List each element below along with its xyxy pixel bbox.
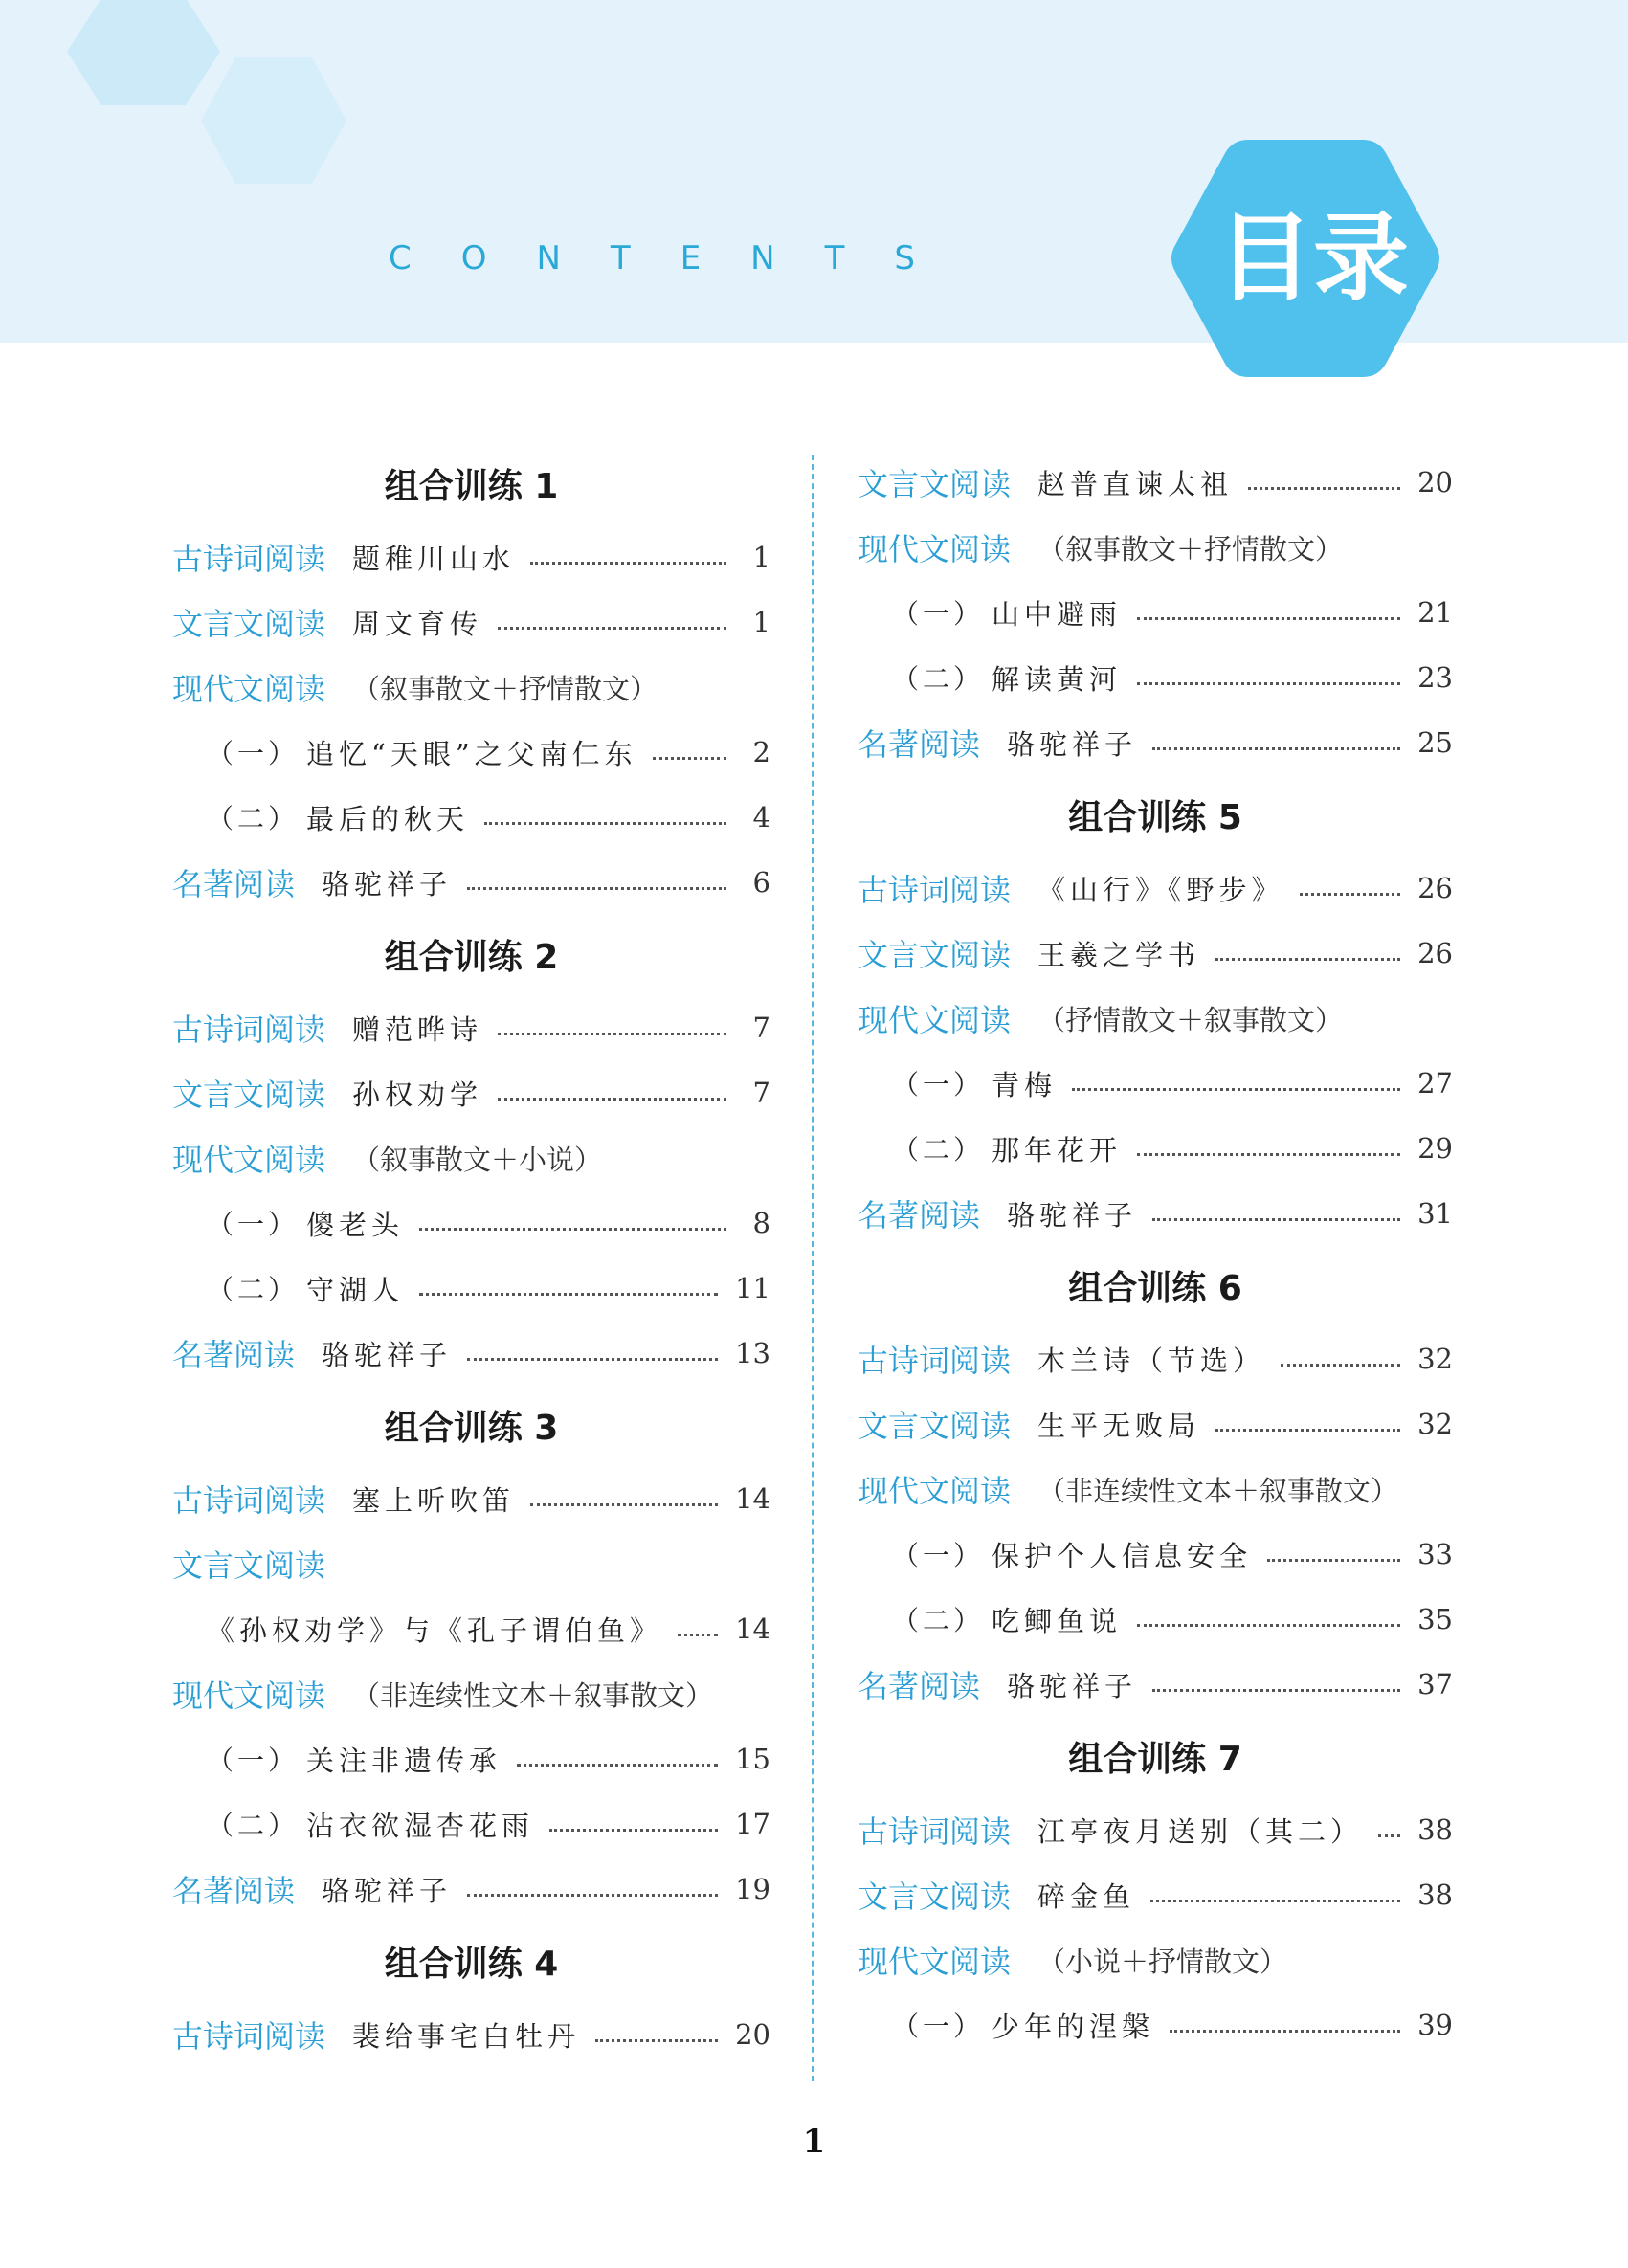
page-ref: 2 [752,736,770,768]
entry-title: 傻老头 [306,1208,405,1241]
category-label: 现代文阅读 [858,1473,1012,1509]
entry-number: （一） [892,1540,985,1571]
hexagon-decoration [197,54,350,188]
toc-entry[interactable] [858,1181,1453,1246]
entry-title: 《山行》《野步》 [1037,873,1284,906]
page-ref: 32 [1417,1408,1453,1440]
entry-title: 骆驼祥子 [322,1338,453,1371]
category-label: 现代文阅读 [172,1142,326,1178]
entry-title: 孙权劝学 [352,1078,483,1111]
toc-entry[interactable] [172,524,770,589]
toc-entry[interactable] [858,856,1453,921]
entry-title: 解读黄河 [992,662,1123,696]
toc-entry[interactable] [858,1992,1453,2057]
category-label: 名著阅读 [858,1197,981,1234]
dot-leader [1215,958,1400,961]
toc-entry [172,1531,770,1596]
entry-number: （一） [207,738,300,769]
toc-entry[interactable] [858,1652,1453,1717]
entry-title: 骆驼祥子 [1007,1669,1138,1702]
category-label: 古诗词阅读 [172,541,326,577]
dot-leader [498,1033,726,1035]
toc-column-left [172,450,770,2067]
page-ref: 6 [752,866,770,899]
dot-leader [1215,1429,1400,1432]
page-ref: 15 [735,1743,770,1775]
section-title: 组合训练 5 [1068,798,1242,837]
page-ref: 25 [1417,726,1453,759]
dot-leader [498,627,726,630]
toc-entry[interactable] [172,1321,770,1386]
toc-entry[interactable] [858,450,1453,515]
toc-entry[interactable] [858,1326,1453,1391]
category-label: 文言文阅读 [858,937,1012,973]
page-ref: 20 [1417,466,1453,499]
toc-entry [172,655,770,720]
page-number: 1 [802,2123,826,2161]
page-ref: 8 [752,1207,770,1239]
toc-entry [172,1125,770,1190]
dot-leader [1137,1624,1400,1627]
section-title: 组合训练 1 [384,467,559,506]
page-ref: 39 [1417,2009,1453,2041]
category-label: 名著阅读 [172,1337,296,1373]
category-label: 文言文阅读 [172,606,326,642]
category-label: 文言文阅读 [858,1408,1012,1444]
page-ref: 7 [752,1012,770,1044]
entry-title: 青梅 [992,1068,1058,1101]
category-label: 名著阅读 [172,866,296,902]
page-ref: 1 [752,541,770,573]
entry-title: 最后的秋天 [306,802,470,835]
category-label: 名著阅读 [172,1873,296,1909]
dot-leader [1300,893,1401,896]
page-ref: 23 [1417,661,1453,694]
entry-title: 少年的涅槃 [992,2010,1155,2043]
category-label: 现代文阅读 [858,1002,1012,1038]
category-label: 文言文阅读 [858,1879,1012,1915]
toc-entry[interactable] [858,1051,1453,1116]
page-ref: 21 [1417,596,1453,629]
category-label: 古诗词阅读 [858,1343,1012,1379]
dot-leader [653,757,726,760]
dot-leader [1137,617,1400,620]
page-ref: 37 [1417,1668,1453,1701]
dot-leader [498,1098,726,1101]
entry-title: 赵普直谏太祖 [1037,467,1234,500]
dot-leader [467,1894,718,1897]
category-label: 古诗词阅读 [172,1012,326,1048]
dot-leader [1152,1218,1400,1221]
page-ref: 38 [1417,1813,1453,1846]
page-ref: 14 [735,1482,770,1515]
page-ref: 35 [1417,1603,1453,1635]
entry-title: 塞上听吹笛 [352,1483,516,1517]
entry-title: 题稚川山水 [352,542,516,575]
entry-title: 吃鲫鱼说 [992,1604,1123,1637]
entry-title: 周文育传 [352,607,483,640]
category-label: 名著阅读 [858,1668,981,1704]
dot-leader [1267,1559,1400,1562]
page-ref: 26 [1417,937,1453,969]
toc-entry [858,515,1453,580]
page-ref: 38 [1417,1879,1453,1911]
category-label: 现代文阅读 [172,1678,326,1714]
dot-leader [1170,2030,1400,2033]
genre-note: （非连续性文本＋叙事散文） [1037,1474,1399,1507]
section-title: 组合训练 6 [1068,1269,1242,1308]
dot-leader [1137,1153,1400,1156]
dot-leader [595,2039,718,2042]
entry-title: 骆驼祥子 [1007,727,1138,761]
entry-title: 《孙权劝学》与《孔子谓伯鱼》 [207,1613,663,1647]
dot-leader [1152,1689,1400,1692]
toc-entry [858,986,1453,1051]
toc-entry[interactable] [858,1587,1453,1652]
toc-entry[interactable] [172,1726,770,1791]
section-title: 组合训练 4 [384,1945,559,1984]
section-title: 组合训练 7 [1068,1740,1242,1779]
toc-entry[interactable] [858,921,1453,986]
entry-title: 沾衣欲湿杏花雨 [306,1809,535,1842]
page-ref: 26 [1417,872,1453,904]
page-ref: 7 [752,1077,770,1109]
genre-note: （叙事散文＋抒情散文） [352,672,658,705]
genre-note: （小说＋抒情散文） [1037,1945,1288,1978]
entry-title: 赠范晔诗 [352,1012,483,1046]
toc-entry[interactable] [172,850,770,915]
dot-leader [1248,487,1400,490]
entry-title: 追忆“天眼”之父南仁东 [306,737,637,770]
entry-title: 守湖人 [306,1273,405,1306]
dot-leader [517,1764,718,1767]
entry-title: 山中避雨 [992,597,1123,631]
toc-entry[interactable] [172,720,770,785]
section-title: 组合训练 3 [384,1409,559,1448]
dot-leader [1150,1900,1400,1902]
category-label: 古诗词阅读 [172,2018,326,2055]
genre-note: （叙事散文＋抒情散文） [1037,532,1344,566]
category-label: 古诗词阅读 [858,872,1012,908]
entry-number: （二） [207,1274,300,1305]
toc-entry[interactable] [172,995,770,1060]
entry-title: 生平无败局 [1037,1409,1201,1442]
page-ref: 29 [1417,1132,1453,1165]
toc-entry[interactable] [858,1391,1453,1456]
genre-note: （抒情散文＋叙事散文） [1037,1003,1344,1036]
entry-title: 木兰诗（节选） [1037,1344,1266,1377]
dot-leader [549,1829,718,1832]
dot-leader [1072,1088,1400,1091]
toc-entry[interactable] [172,1857,770,1922]
entry-title: 骆驼祥子 [322,867,453,901]
dot-leader [530,562,726,565]
toc-entry[interactable] [172,1256,770,1321]
toc-column-right [858,450,1453,2057]
page-ref: 14 [735,1612,770,1645]
dot-leader [467,887,726,890]
entry-number: （一） [207,1209,300,1240]
entry-number: （二） [892,663,985,695]
genre-note: （叙事散文＋小说） [352,1143,603,1176]
dot-leader [419,1228,726,1231]
toc-entry[interactable] [858,1797,1453,1862]
dot-leader [530,1503,718,1506]
dot-leader [1378,1834,1400,1837]
page-ref: 27 [1417,1067,1453,1100]
section-title: 组合训练 2 [384,938,559,977]
toc-entry[interactable] [172,1596,770,1661]
entry-number: （一） [892,2011,985,2042]
page-ref: 11 [735,1272,770,1304]
entry-title: 碎金鱼 [1037,1879,1136,1913]
contents-heading: CONTENTS [389,239,965,278]
genre-note: （非连续性文本＋叙事散文） [352,1679,714,1712]
toc-entry[interactable] [172,589,770,655]
entry-title: 保护个人信息安全 [992,1539,1253,1572]
page-ref: 20 [735,2018,770,2051]
entry-title: 骆驼祥子 [322,1874,453,1907]
toc-entry [858,1456,1453,1522]
category-label: 现代文阅读 [172,671,326,707]
toc-entry[interactable] [172,785,770,850]
toc-entry [172,1661,770,1726]
category-label: 文言文阅读 [172,1077,326,1113]
toc-entry[interactable] [858,580,1453,645]
toc-entry[interactable] [172,2002,770,2067]
entry-number: （一） [892,1069,985,1101]
entry-number: （一） [892,598,985,630]
page-ref: 19 [735,1873,770,1905]
category-label: 古诗词阅读 [172,1482,326,1519]
dot-leader [467,1358,718,1361]
page-ref: 17 [735,1808,770,1840]
entry-title: 江亭夜月送别（其二） [1037,1814,1364,1848]
category-label: 文言文阅读 [172,1547,326,1584]
page-ref: 31 [1417,1197,1453,1230]
toc-entry[interactable] [172,1190,770,1256]
category-label: 现代文阅读 [858,1944,1012,1980]
category-label: 古诗词阅读 [858,1813,1012,1850]
category-label: 文言文阅读 [858,466,1012,502]
entry-title: 那年花开 [992,1133,1123,1167]
dot-leader [1281,1364,1400,1367]
page-ref: 13 [735,1337,770,1369]
toc-entry[interactable] [858,1522,1453,1587]
entry-title: 骆驼祥子 [1007,1198,1138,1232]
toc-entry[interactable] [858,645,1453,710]
page-ref: 33 [1417,1538,1453,1570]
toc-entry[interactable] [172,1791,770,1857]
entry-title: 裴给事宅白牡丹 [352,2019,581,2053]
entry-title: 王羲之学书 [1037,938,1201,971]
toc-entry[interactable] [858,1116,1453,1181]
category-label: 名著阅读 [858,726,981,763]
dot-leader [678,1634,718,1636]
entry-number: （一） [207,1745,300,1776]
column-divider [812,455,814,2081]
entry-number: （二） [892,1605,985,1636]
category-label: 现代文阅读 [858,531,1012,567]
entry-number: （二） [207,803,300,834]
dot-leader [1152,747,1400,750]
dot-leader [419,1293,718,1296]
entry-number: （二） [892,1134,985,1166]
toc-entry[interactable] [172,1466,770,1531]
toc-entry[interactable] [858,710,1453,775]
toc-entry[interactable] [172,1060,770,1125]
toc-badge-label: 目录 [1217,202,1409,314]
page-ref: 4 [752,801,770,834]
dot-leader [1137,682,1400,685]
page-ref: 1 [752,606,770,638]
toc-entry[interactable] [858,1862,1453,1927]
entry-title: 关注非遗传承 [306,1744,502,1777]
entry-number: （二） [207,1810,300,1841]
toc-entry [858,1927,1453,1992]
page-ref: 32 [1417,1343,1453,1375]
dot-leader [484,822,726,825]
